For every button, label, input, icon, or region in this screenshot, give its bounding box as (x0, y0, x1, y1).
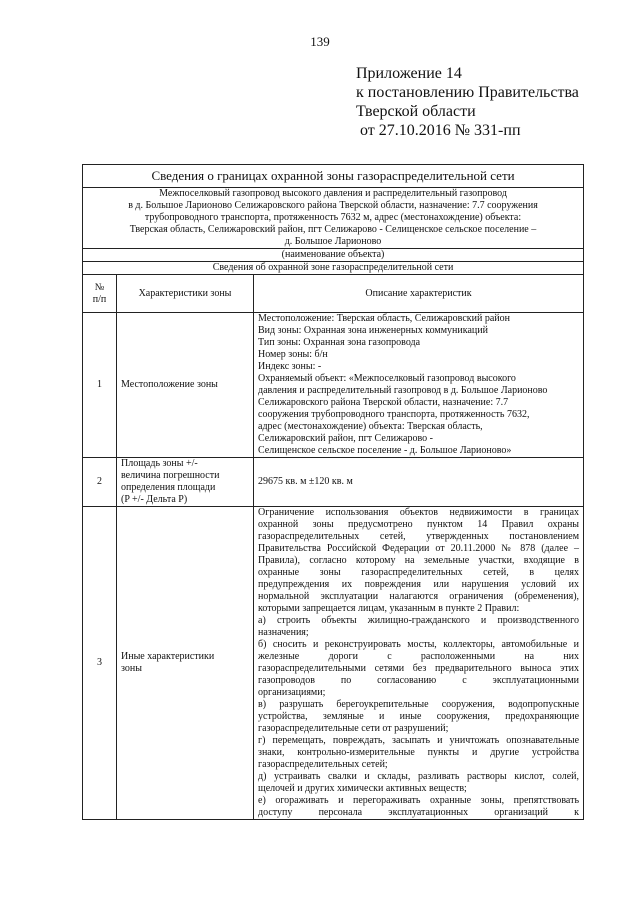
description-line: давления и распределительный газопровод в д. Большое Ларионово (258, 385, 548, 396)
description-line: щелочей и других химически активных веществ; (258, 783, 467, 794)
description-line: знаки, контрольно-измерительные пункты и другие устройства (258, 747, 580, 758)
object-name-line: Межпоселковый газопровод высокого давления и распределительный газопровод (159, 188, 507, 199)
description-line: а) строить объекты жилищно-гражданского и производственного (258, 615, 580, 626)
description-line: Местоположение: Тверская область, Селижаровский район (258, 313, 510, 324)
description-line: Селижаровский район, пгт Селижарово - (258, 433, 433, 444)
description-line: доступу персонала эксплуатационных организаций к (258, 807, 580, 818)
characteristic-line: Иные характеристики (121, 651, 215, 662)
column-header-number (83, 275, 117, 313)
zone-info-table (82, 164, 584, 820)
description-line: газораспределительных сетей; (258, 759, 388, 770)
description-line: Индекс зоны: - (258, 361, 322, 372)
description-line: предупреждения их повреждения или нарушения условий их (258, 579, 580, 590)
description-line: Правила), согласно которому на земельные участки, входящие в (258, 555, 580, 566)
description-line: Номер зоны: б/н (258, 349, 328, 360)
appendix-title: Приложение 14 (356, 65, 462, 82)
characteristic-line: зоны (121, 663, 142, 674)
description-line: Ограничение использования объектов недвижимости в границах (258, 507, 580, 518)
appendix-region: Тверской области (356, 103, 476, 120)
description-line: Селищенское сельское поселение - д. Большое Ларионово» (258, 445, 512, 456)
column-header-characteristic: Характеристики зоны (117, 275, 254, 313)
description-line: в) разрушать берегоукрепительные сооружения, водопропускные (258, 699, 580, 710)
description-line: нормальной эксплуатации налагаются ограничения (обременения), (258, 591, 580, 602)
page-number: 139 (310, 34, 330, 49)
appendix-header (356, 64, 579, 140)
description-line: е) огораживать и перегораживать охранные зоны, препятствовать (258, 795, 580, 806)
table-row (83, 313, 584, 458)
description-line: которыми запрещается лицам, указанным в пункте 2 Правил: (258, 603, 520, 614)
description-line: охранной зоны предусмотрено пунктом 14 Правил охраны (258, 519, 580, 530)
object-name (83, 188, 584, 249)
description-line: железные дороги с расположенными на них (258, 651, 580, 662)
section-header: Сведения об охранной зоне газораспределительной сети (83, 262, 584, 275)
description-line: охранные зоны газораспределительных сетей, в целях (258, 567, 580, 578)
object-name-line: д. Большое Ларионово (284, 236, 382, 247)
table-row (83, 507, 584, 820)
description-line: адрес (местонахождение) объекта: Тверская область, (258, 421, 483, 432)
characteristic-line: величина погрешности (121, 470, 220, 481)
row-characteristic (117, 507, 254, 820)
description-line: г) перемещать, повреждать, засыпать и уничтожать опознавательные (258, 735, 580, 746)
object-name-line: трубопроводного транспорта, протяженность 7632 м, адрес (местонахождение) объекта: (144, 212, 522, 223)
description-line: газораспределительными сетями без предварительного выноса этих (258, 663, 580, 674)
column-header-number-label: п/п (92, 293, 107, 305)
description-line: Правительства Российской Федерации от 20.11.2000 № 878 (далее – (258, 543, 580, 554)
description-line: сооружения трубопроводного транспорта, протяженность 7632, (258, 409, 530, 420)
table-row (83, 458, 584, 507)
object-name-line: в д. Большое Ларионово Селижаровского района Тверской области, назначение: 7.7 сооружения (128, 200, 538, 211)
object-caption: (наименование объекта) (83, 249, 584, 262)
object-name-line: Тверская область, Селижаровский район, пгт Селижарово - Селищенское сельское поселение – (129, 224, 537, 235)
description-line: б) сносить и реконструировать мосты, коллекторы, автомобильные и (258, 639, 580, 650)
column-header-number-sign: № (94, 281, 105, 293)
area-value: 29675 кв. м ±120 кв. м (254, 458, 584, 507)
appendix-resolution: к постановлению Правительства (356, 84, 579, 101)
description-line: д) устраивать свалки и склады, разливать растворы кислот, солей, (258, 771, 580, 782)
description-line: Тип зоны: Охранная зона газопровода (258, 337, 421, 348)
description-line: Вид зоны: Охранная зона инженерных коммуникаций (258, 325, 488, 336)
table-title: Сведения о границах охранной зоны газораспределительной сети (83, 165, 584, 188)
description-line: газораспределительных сетей, утвержденных постановлением (258, 531, 580, 542)
row-description (254, 507, 584, 820)
description-line: Селижаровского района Тверской области, назначение: 7.7 (258, 397, 509, 408)
characteristic-line: (P +/- Дельта P) (121, 494, 188, 505)
description-line: газопроводов по согласованию с эксплуатационными (258, 675, 580, 686)
row-description (254, 313, 584, 458)
row-number: 2 (83, 458, 117, 507)
row-characteristic: Местоположение зоны (117, 313, 254, 458)
characteristic-line: определения площади (121, 482, 216, 493)
column-header-description: Описание характеристик (254, 275, 584, 313)
description-line: Охраняемый объект: «Межпоселковый газопровод высокого (258, 373, 516, 384)
row-number: 1 (83, 313, 117, 458)
appendix-date: от 27.10.2016 № 331-пп (360, 122, 521, 139)
row-characteristic (117, 458, 254, 507)
characteristic-line: Площадь зоны +/- (121, 458, 198, 469)
description-line: организациями; (258, 687, 326, 698)
description-line: газораспределительные сети от разрушений; (258, 723, 449, 734)
description-line: назначения; (258, 627, 309, 638)
row-number: 3 (83, 507, 117, 820)
description-line: устройства, земляные и иные сооружения, предохраняющие (258, 711, 580, 722)
